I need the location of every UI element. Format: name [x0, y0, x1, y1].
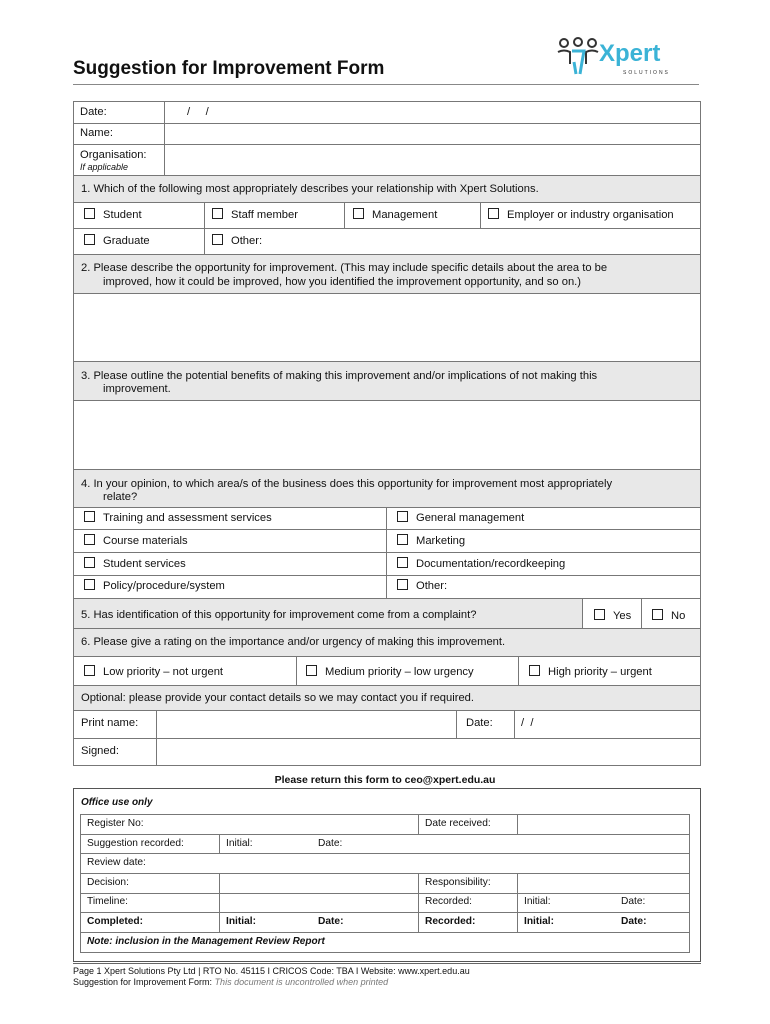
checkbox[interactable]: [488, 208, 499, 219]
q1-question: 1. Which of the following most appropriately describes your relationship with Xpert Solutions.: [81, 183, 539, 195]
suggestion-date-label: Date:: [318, 838, 343, 849]
timeline-date-label: Date:: [621, 896, 646, 907]
contact-date-field[interactable]: [515, 711, 700, 738]
checkbox[interactable]: [212, 234, 223, 245]
q5-no-option[interactable]: No: [652, 609, 685, 622]
q4-option-marketing[interactable]: Marketing: [397, 534, 465, 547]
q4-option-documentation[interactable]: Documentation/recordkeeping: [397, 557, 565, 570]
logo: [555, 36, 680, 82]
responsibility-input[interactable]: [518, 874, 689, 893]
completed-recorded-label: Recorded:: [425, 916, 476, 927]
checkbox[interactable]: [397, 534, 408, 545]
q4-option-other[interactable]: Other:: [397, 579, 447, 592]
timeline-input[interactable]: [220, 894, 417, 912]
suggestion-recorded-label: Suggestion recorded:: [87, 838, 184, 849]
completed-date-label: Date:: [318, 916, 344, 927]
q3-question-line1: 3. Please outline the potential benefits of making this improvement and/or implications of not making this: [81, 370, 598, 382]
checkbox[interactable]: [397, 557, 408, 568]
footer-rule: [73, 963, 701, 964]
timeline-label: Timeline:: [87, 896, 128, 907]
q1-option-management[interactable]: Management: [353, 208, 437, 221]
organisation-label: Organisation:: [80, 149, 147, 161]
contact-date-label: Date:: [466, 717, 493, 729]
q2-answer-area[interactable]: [74, 294, 700, 361]
date-received-label: Date received:: [425, 818, 491, 829]
date-field[interactable]: [165, 101, 701, 123]
q4-option-general-management[interactable]: General management: [397, 511, 524, 524]
q4-question-line1: 4. In your opinion, to which area/s of the business does this opportunity for improvement most appropriately: [81, 478, 613, 490]
suggestion-initial-label: Initial:: [226, 838, 253, 849]
completed-label: Completed:: [87, 916, 144, 927]
date-value: / /: [187, 106, 209, 118]
footer-uncontrolled-note: This document is uncontrolled when printed: [214, 977, 389, 987]
completed-date2-label: Date:: [621, 916, 647, 927]
date-received-input[interactable]: [518, 815, 689, 834]
q4-option-policy[interactable]: Policy/procedure/system: [84, 579, 225, 592]
q2-question-line1: 2. Please describe the opportunity for improvement. (This may include specific details about the area to be: [81, 262, 608, 274]
q4-question-line2: relate?: [103, 491, 138, 503]
register-no-input[interactable]: [220, 815, 417, 834]
q3-question-line2: improvement.: [103, 383, 171, 395]
print-name-label: Print name:: [81, 717, 139, 729]
signature-input[interactable]: [157, 739, 700, 765]
q4-option-course-materials[interactable]: Course materials: [84, 534, 188, 547]
review-date-label: Review date:: [87, 857, 146, 868]
checkbox[interactable]: [84, 234, 95, 245]
checkbox[interactable]: [84, 208, 95, 219]
completed-initial-label: Initial:: [226, 916, 256, 927]
logo-subtext: SOLUTIONS: [623, 70, 670, 76]
q6-option-medium[interactable]: Medium priority – low urgency: [306, 665, 474, 678]
decision-label: Decision:: [87, 877, 129, 888]
q1-option-staff[interactable]: Staff member: [212, 208, 298, 221]
name-label: Name:: [80, 127, 113, 139]
q1-option-student[interactable]: Student: [84, 208, 142, 221]
q5-question: 5. Has identification of this opportunity for improvement come from a complaint?: [81, 609, 477, 621]
q1-option-graduate[interactable]: Graduate: [84, 234, 150, 247]
return-note: Please return this form to ceo@xpert.edu.au: [274, 774, 496, 786]
contact-optional-note: Optional: please provide your contact details so we may contact you if required.: [81, 692, 475, 704]
q4-option-student-services[interactable]: Student services: [84, 557, 186, 570]
decision-input[interactable]: [220, 874, 417, 893]
checkbox[interactable]: [212, 208, 223, 219]
timeline-recorded-label: Recorded:: [425, 896, 473, 907]
name-input[interactable]: [165, 124, 701, 144]
timeline-initial-label: Initial:: [524, 896, 551, 907]
checkbox[interactable]: [84, 579, 95, 590]
header-rule: [73, 84, 699, 85]
contact-date-value: / /: [521, 717, 534, 729]
checkbox[interactable]: [353, 208, 364, 219]
q3-answer-area[interactable]: [74, 401, 700, 469]
checkbox[interactable]: [529, 665, 540, 676]
checkbox[interactable]: [652, 609, 663, 620]
q6-question: 6. Please give a rating on the importance and/or urgency of making this improvement.: [81, 636, 506, 648]
checkbox[interactable]: [594, 609, 605, 620]
q5-yes-option[interactable]: Yes: [594, 609, 631, 622]
logo-text: Xpert: [599, 40, 661, 67]
register-no-label: Register No:: [87, 818, 144, 829]
checkbox[interactable]: [306, 665, 317, 676]
organisation-note: If applicable: [80, 162, 129, 172]
q4-option-training[interactable]: Training and assessment services: [84, 511, 272, 524]
q1-option-other[interactable]: Other:: [212, 234, 262, 247]
footer-line2: [73, 977, 388, 987]
checkbox[interactable]: [84, 511, 95, 522]
completed-initial2-label: Initial:: [524, 916, 554, 927]
q6-option-low[interactable]: Low priority – not urgent: [84, 665, 223, 678]
management-review-note: Note: inclusion in the Management Review Report: [87, 936, 325, 947]
checkbox[interactable]: [84, 557, 95, 568]
signed-label: Signed:: [81, 745, 119, 757]
office-use-heading: Office use only: [81, 797, 153, 808]
checkbox[interactable]: [84, 665, 95, 676]
footer-doc-name: Suggestion for Improvement Form:: [73, 977, 215, 987]
q6-option-high[interactable]: High priority – urgent: [529, 665, 652, 678]
logo-people-icon: [555, 36, 601, 78]
print-name-input[interactable]: [157, 711, 456, 738]
date-label: Date:: [80, 106, 107, 118]
page-title: Suggestion for Improvement Form: [73, 58, 385, 79]
responsibility-label: Responsibility:: [425, 877, 491, 888]
organisation-input[interactable]: [165, 145, 701, 175]
q2-question-line2: improved, how it could be improved, how you identified the improvement opportunity, and so on.): [103, 276, 582, 288]
checkbox[interactable]: [397, 511, 408, 522]
q1-option-employer[interactable]: Employer or industry organisation: [488, 208, 674, 221]
checkbox[interactable]: [397, 579, 408, 590]
footer-line1: Page 1 Xpert Solutions Pty Ltd | RTO No. 45115 I CRICOS Code: TBA I Website: www.xpert.edu.au: [73, 966, 470, 976]
checkbox[interactable]: [84, 534, 95, 545]
